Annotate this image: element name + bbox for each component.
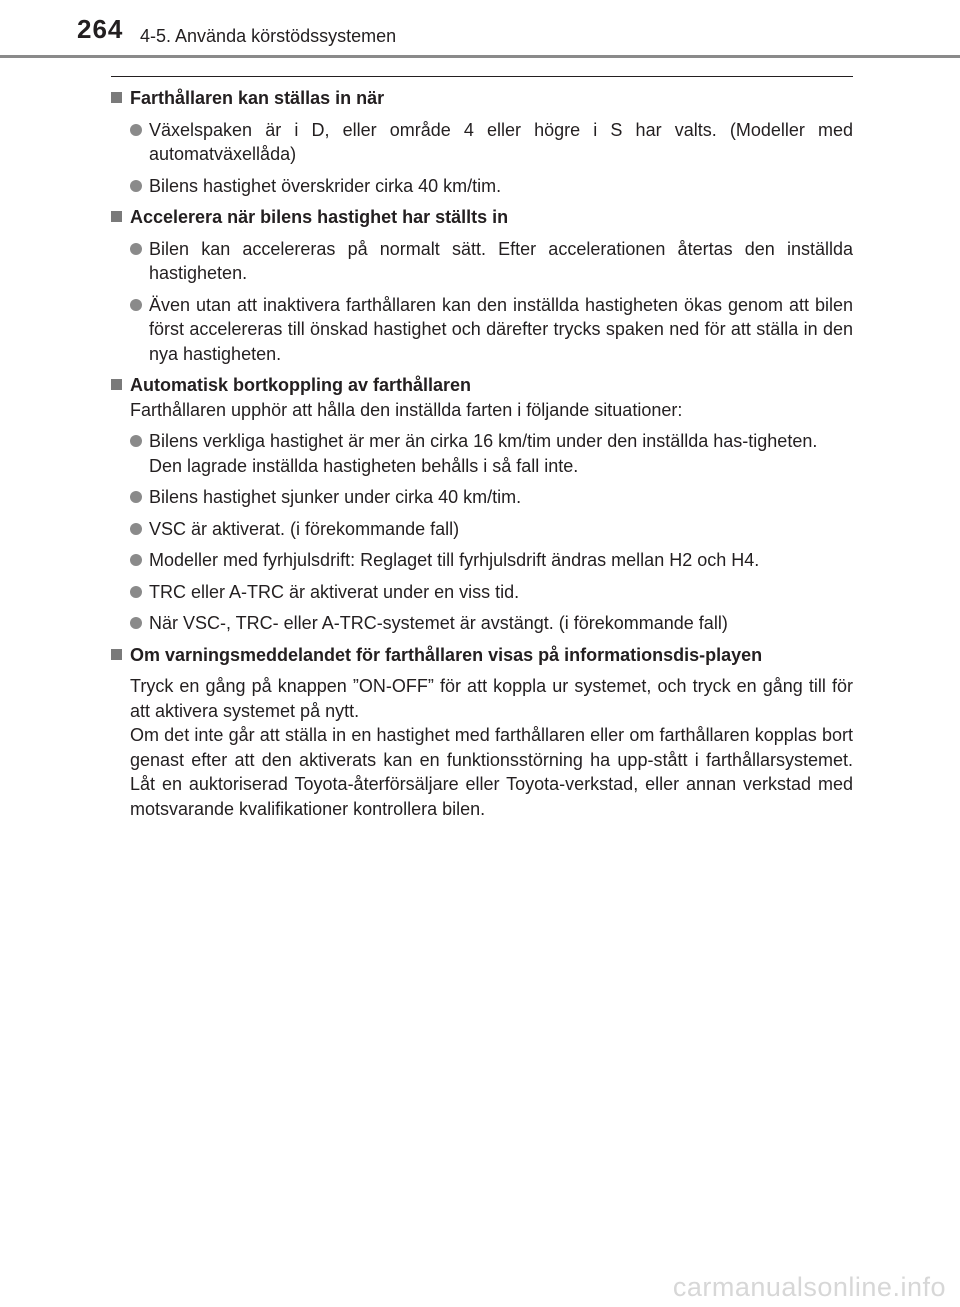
section-paragraph: Tryck en gång på knappen ”ON-OFF” för att koppla ur systemet, och tryck en gång till för att aktivera systemet på nytt.	[130, 676, 853, 721]
list-item: Bilens verkliga hastighet är mer än cirka 16 km/tim under den inställda has-tigheten. Den lagrade inställda hastigheten behålls i så fall inte.	[130, 429, 853, 478]
list-item: Bilens hastighet överskrider cirka 40 km/tim.	[130, 174, 853, 199]
section-intro: Farthållaren upphör att hålla den inställda farten i följande situationer:	[130, 399, 683, 420]
circle-bullet-icon	[130, 243, 142, 255]
list-item: Bilen kan accelereras på normalt sätt. Efter accelerationen återtas den inställda hastigheten.	[130, 237, 853, 286]
list-item: Växelspaken är i D, eller område 4 eller högre i S har valts. (Modeller med automatväxellåda)	[130, 118, 853, 167]
circle-bullet-icon	[130, 491, 142, 503]
page-number: 264	[77, 14, 124, 44]
square-bullet-icon	[111, 649, 122, 660]
chapter-title: 4-5. Använda körstödssystemen	[140, 26, 397, 46]
circle-bullet-icon	[130, 299, 142, 311]
list-item: Bilens hastighet sjunker under cirka 40 km/tim.	[130, 485, 853, 510]
section-heading: Accelerera när bilens hastighet har ställts in	[111, 205, 853, 230]
circle-bullet-icon	[130, 617, 142, 629]
list-item: När VSC-, TRC- eller A-TRC-systemet är avstängt. (i förekommande fall)	[130, 611, 853, 636]
circle-bullet-icon	[130, 523, 142, 535]
section-heading: Farthållaren kan ställas in när	[111, 86, 853, 111]
page-content	[111, 84, 853, 821]
circle-bullet-icon	[130, 586, 142, 598]
content-top-divider	[111, 76, 853, 77]
list-item: TRC eller A-TRC är aktiverat under en viss tid.	[130, 580, 853, 605]
circle-bullet-icon	[130, 554, 142, 566]
page-header	[0, 0, 960, 60]
square-bullet-icon	[111, 379, 122, 390]
list-item: VSC är aktiverat. (i förekommande fall)	[130, 517, 853, 542]
watermark: carmanualsonline.info	[672, 1272, 946, 1302]
list-item: Även utan att inaktivera farthållaren kan den inställda hastigheten ökas genom att bilen först accelereras till önskad hastighet och därefter trycks spaken ned för att ställa in den nya hastigheten.	[130, 293, 853, 367]
circle-bullet-icon	[130, 124, 142, 136]
section-heading: Automatisk bortkoppling av farthållaren	[111, 373, 853, 398]
list-item-note: Den lagrade inställda hastigheten behålls i så fall inte.	[149, 455, 579, 476]
circle-bullet-icon	[130, 180, 142, 192]
circle-bullet-icon	[130, 435, 142, 447]
square-bullet-icon	[111, 92, 122, 103]
section-heading: Om varningsmeddelandet för farthållaren visas på informationsdis-playen	[111, 643, 853, 668]
section-paragraph: Om det inte går att ställa in en hastighet med farthållaren eller om farthållaren kopplas bort genast efter att den aktiverats kan en funktionsstörning ha upp-stått i farthållarsystemet. Låt en auktoriserad Toyota-återförsäljare eller Toyota-verkstad, eller annan verkstad med motsvarande kvalifikationer kontrollera bilen.	[130, 725, 853, 819]
header-divider	[0, 55, 960, 58]
square-bullet-icon	[111, 211, 122, 222]
list-item: Modeller med fyrhjulsdrift: Reglaget till fyrhjulsdrift ändras mellan H2 och H4.	[130, 548, 853, 573]
